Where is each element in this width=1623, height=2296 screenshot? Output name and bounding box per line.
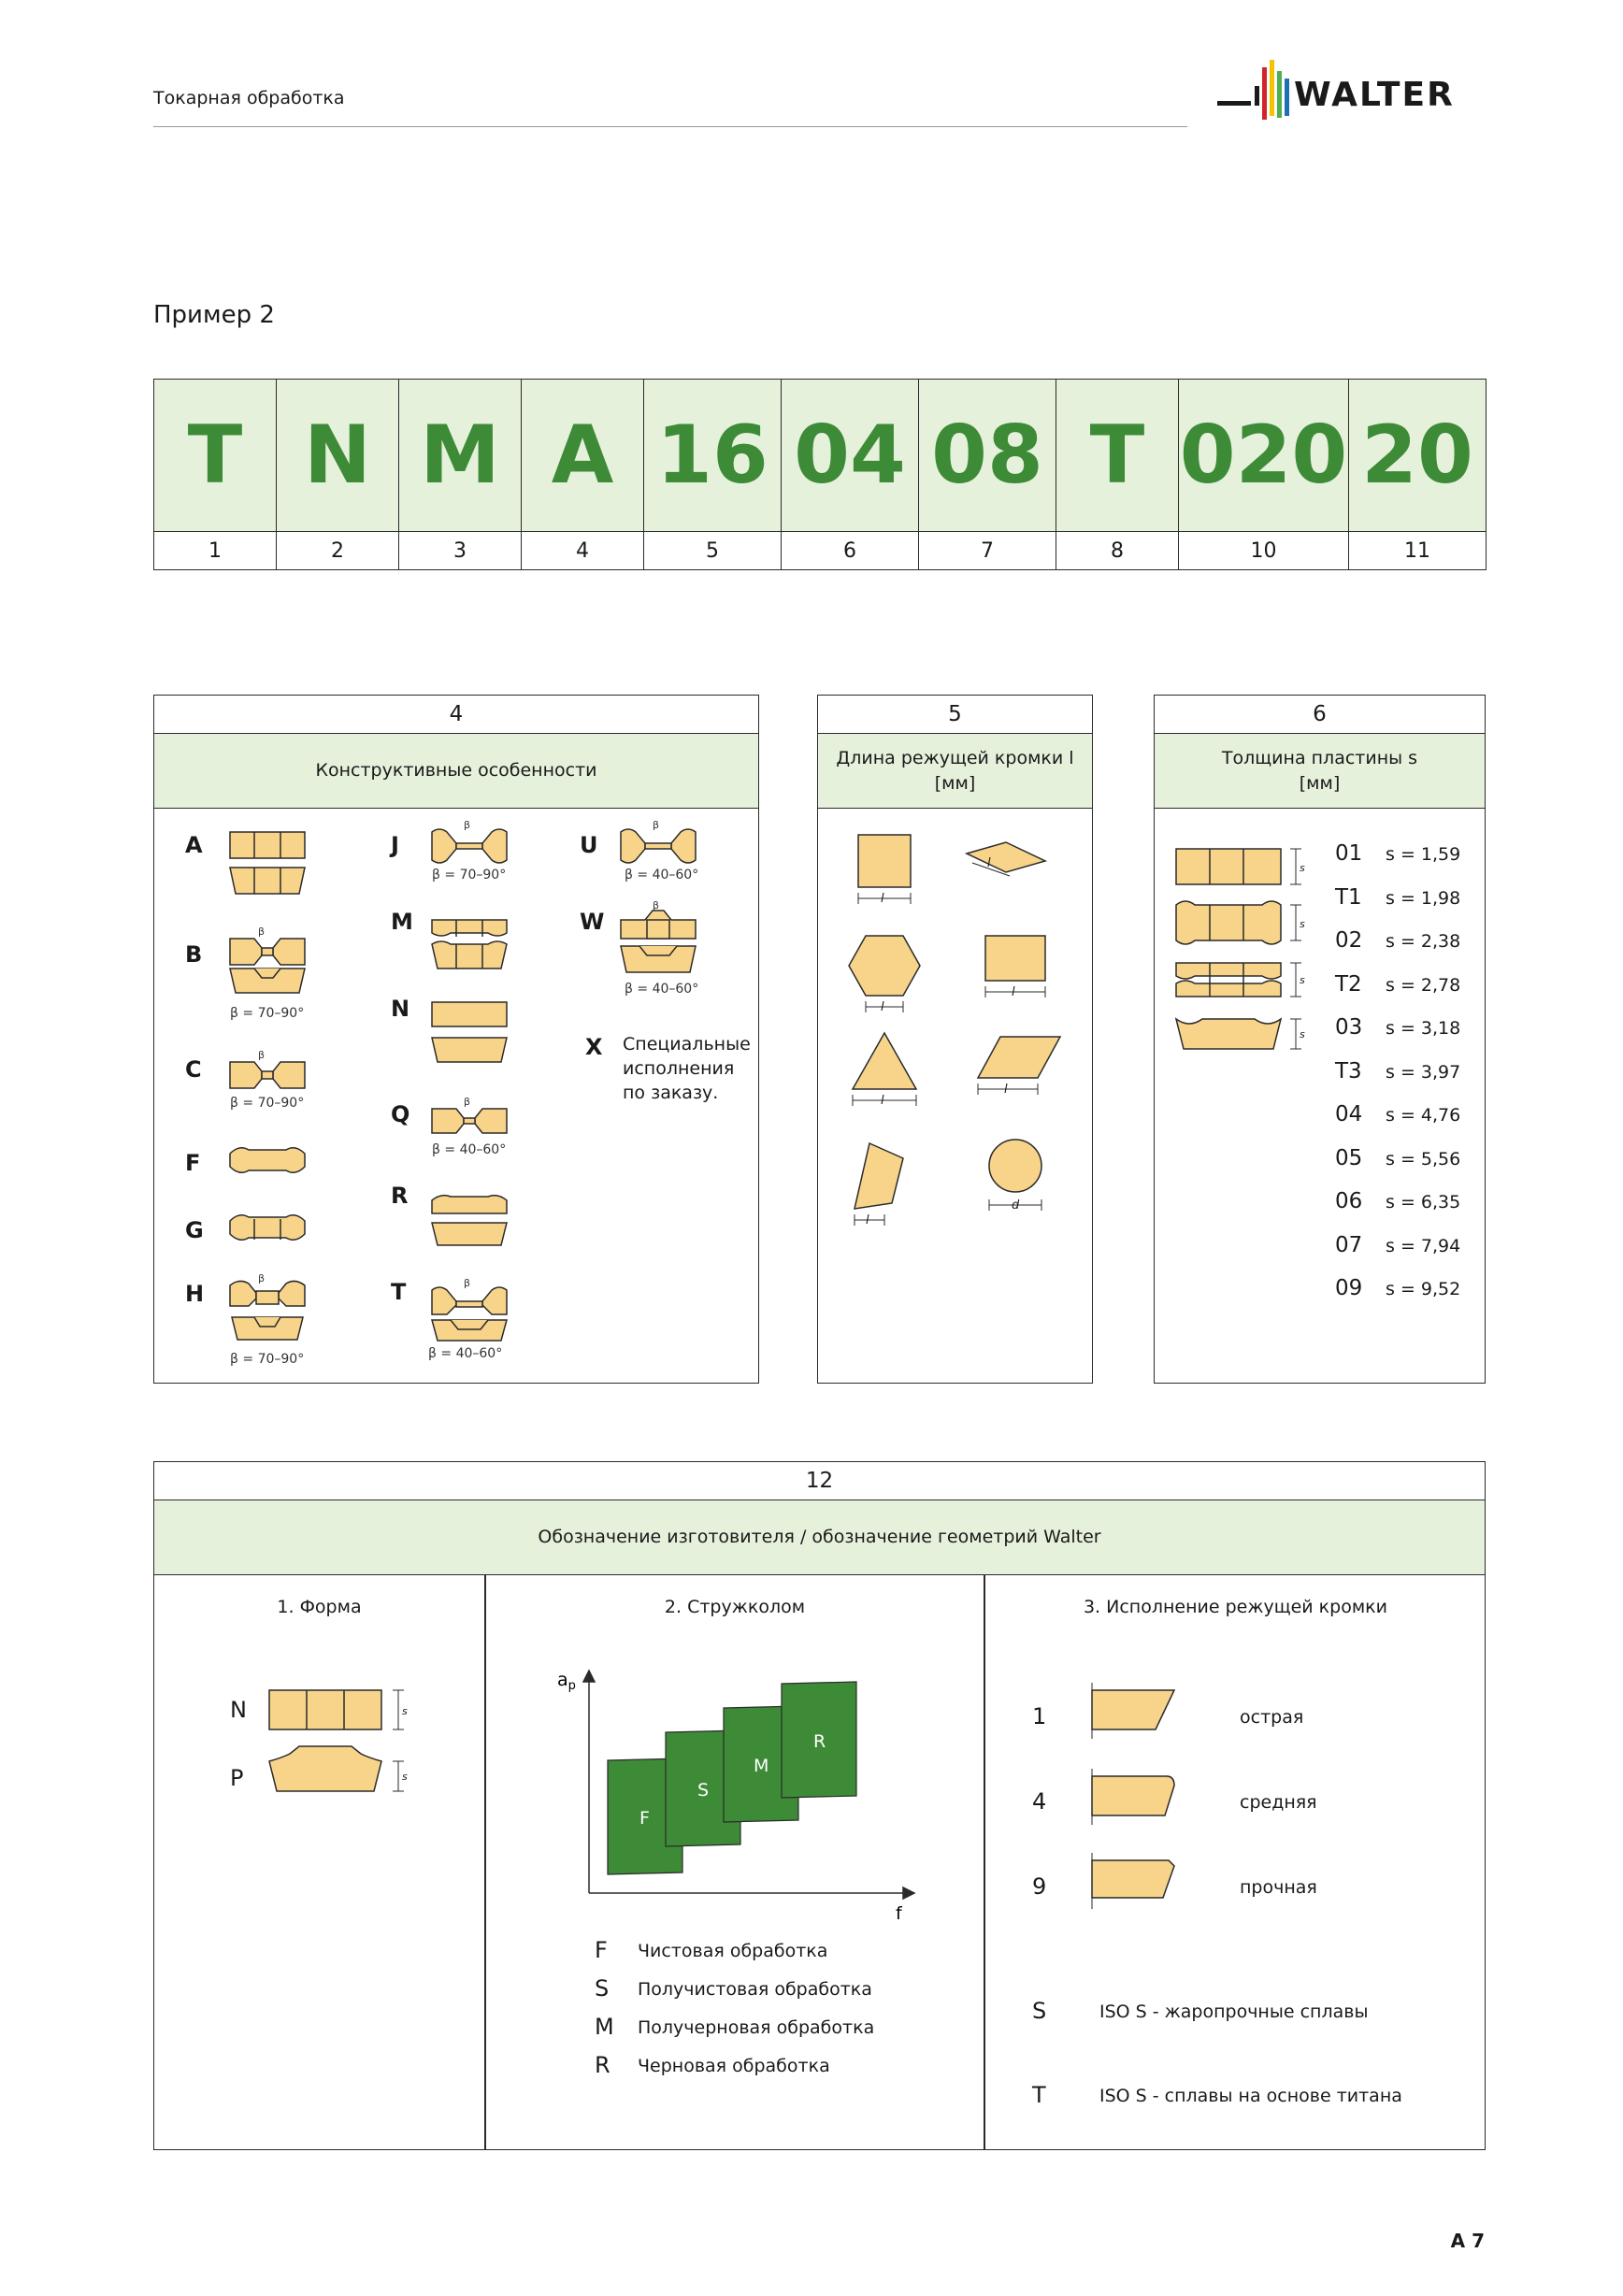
- insert-t-icon: [432, 1287, 507, 1341]
- sub-line: Толщина пластины s: [1221, 747, 1418, 768]
- round-insert-icon: [989, 1140, 1041, 1192]
- beta-mark-q: β: [464, 1096, 471, 1108]
- code-char: 08: [919, 380, 1056, 532]
- edge-strong-icon: [1092, 1860, 1174, 1898]
- insert-j-icon: [432, 829, 507, 863]
- edge-sharp-icon: [1092, 1690, 1174, 1729]
- insert-u-icon: [621, 829, 696, 863]
- type-label-c: C: [185, 1056, 202, 1083]
- edge-medium-icon: [1092, 1776, 1174, 1815]
- edge-drawings: [1084, 1683, 1187, 1944]
- type-label-m: M: [391, 909, 413, 935]
- edge-key-4: 4: [1032, 1788, 1047, 1815]
- dim-s: s: [1300, 918, 1305, 930]
- section-12-subtitle: Обозначение изготовителя / обозначение геометрий Walter: [154, 1500, 1485, 1575]
- edge-key-1: 1: [1032, 1703, 1047, 1729]
- dim-s: s: [402, 1705, 408, 1717]
- dim-s: s: [1300, 862, 1305, 874]
- code-position: 2: [277, 532, 399, 570]
- legend-text-f: Чистовая обработка: [638, 1941, 828, 1961]
- thickness-code: T3: [1335, 1058, 1362, 1083]
- beta-mark-w: β: [653, 899, 660, 911]
- angle-note-j: β = 70–90°: [432, 868, 507, 883]
- thickness-value: s = 3,18: [1386, 1018, 1461, 1039]
- dim-l: l: [881, 1000, 884, 1014]
- logo-text: WALTER: [1294, 76, 1455, 114]
- type-label-b: B: [185, 941, 203, 968]
- section-6-subtitle: [1155, 734, 1485, 809]
- walter-logo: [1217, 60, 1488, 131]
- type-label-h: H: [185, 1281, 205, 1307]
- form-p-icon: [269, 1746, 381, 1791]
- legend-key-m: M: [595, 2014, 614, 2040]
- dim-l: l: [881, 892, 884, 906]
- form-label-n: N: [230, 1697, 247, 1723]
- form-drawings: [262, 1683, 421, 1804]
- rhombus-insert-icon: [967, 842, 1045, 872]
- thickness-value: s = 4,76: [1386, 1105, 1461, 1126]
- legend-text-s: Получистовая обработка: [638, 1979, 872, 2000]
- thickness-code: 04: [1335, 1102, 1363, 1126]
- material-key-s: S: [1032, 1998, 1047, 2024]
- section-5-number: 5: [818, 696, 1092, 734]
- thickness-value: s = 2,38: [1386, 931, 1461, 952]
- code-position: 4: [522, 532, 644, 570]
- legend-text-r: Черновая обработка: [638, 2056, 830, 2076]
- cutting-edge-title: 3. Исполнение режущей кромки: [1083, 1597, 1388, 1617]
- code-char: 16: [644, 380, 782, 532]
- legend-key-f: F: [595, 1937, 608, 1963]
- insert-r-icon: [432, 1196, 507, 1245]
- thickness-value: s = 5,56: [1386, 1148, 1461, 1170]
- edge-key-9: 9: [1032, 1873, 1047, 1900]
- axis-ap: $a_p$: [557, 1670, 576, 1693]
- sub-line: [мм]: [1299, 772, 1341, 794]
- type-label-a: A: [185, 832, 203, 858]
- code-position: 6: [782, 532, 919, 570]
- insert-w-icon: [621, 911, 696, 972]
- thickness-value: s = 6,35: [1386, 1192, 1461, 1213]
- type-label-r: R: [391, 1183, 409, 1209]
- thickness-value: s = 9,52: [1386, 1279, 1461, 1299]
- insert-q-icon: [432, 1109, 507, 1133]
- block-label-s: S: [697, 1780, 710, 1801]
- thickness-drawings: [1169, 841, 1318, 1066]
- block-label-f: F: [639, 1808, 650, 1829]
- thickness-code: 05: [1335, 1145, 1363, 1170]
- code-char: 20: [1349, 380, 1487, 532]
- code-char: 020: [1179, 380, 1349, 532]
- thickness-code: 06: [1335, 1189, 1363, 1213]
- axis-f: f: [896, 1903, 902, 1924]
- thickness-value: s = 3,97: [1386, 1061, 1461, 1083]
- legend-key-s: S: [595, 1975, 610, 2002]
- insert-n-icon: [432, 1002, 507, 1062]
- edge-length-drawings: [817, 809, 1093, 1239]
- dim-d: d: [1012, 1198, 1020, 1213]
- beta-mark-b: β: [258, 926, 266, 938]
- edge-text-9: прочная: [1240, 1877, 1317, 1898]
- insert-g-icon: [230, 1215, 305, 1241]
- code-position: 3: [399, 532, 522, 570]
- type-label-g: G: [185, 1217, 204, 1243]
- type-label-q: Q: [391, 1101, 410, 1127]
- thickness-value: s = 7,94: [1386, 1235, 1461, 1256]
- example-title: Пример 2: [153, 301, 275, 329]
- parallelogram-insert-icon: [978, 1037, 1060, 1078]
- dim-l: l: [987, 856, 991, 870]
- x-note-line: исполнения: [623, 1058, 735, 1079]
- legend-key-r: R: [595, 2052, 610, 2078]
- x-note-line: Специальные: [623, 1034, 751, 1055]
- code-position: 1: [154, 532, 277, 570]
- type-label-u: U: [580, 832, 598, 858]
- thickness-code: 03: [1335, 1015, 1363, 1040]
- square-insert-icon: [858, 835, 911, 887]
- sub-line: Длина режущей кромки l: [836, 747, 1074, 768]
- thickness-code: 01: [1335, 841, 1363, 866]
- angle-note-b: β = 70–90°: [230, 1006, 305, 1021]
- dim-s: s: [1300, 1028, 1305, 1040]
- beta-mark-c: β: [258, 1049, 266, 1061]
- thickness-code: 07: [1335, 1232, 1363, 1257]
- thickness-code: T2: [1335, 971, 1362, 997]
- insert-c-icon: [230, 1062, 305, 1088]
- feature-drawings: [153, 804, 759, 1384]
- material-key-t: T: [1032, 2082, 1046, 2108]
- type-label-n: N: [391, 996, 410, 1022]
- code-char: T: [154, 380, 277, 532]
- thickness-value: s = 1,98: [1386, 887, 1461, 909]
- dim-s: s: [1300, 974, 1305, 986]
- block-label-m: M: [754, 1756, 769, 1776]
- dim-l: l: [1004, 1083, 1008, 1097]
- section-title: Токарная обработка: [153, 88, 345, 108]
- thickness-code: 09: [1335, 1276, 1363, 1300]
- type-label-f: F: [185, 1150, 201, 1176]
- code-char: T: [1056, 380, 1179, 532]
- insert-m-icon: [432, 920, 507, 969]
- beta-mark-j: β: [464, 819, 471, 831]
- chipbreaker-diagram: [552, 1659, 926, 1930]
- edge-text-1: острая: [1240, 1707, 1304, 1728]
- type-label-t: T: [391, 1279, 407, 1305]
- angle-note-u: β = 40–60°: [625, 868, 699, 883]
- legend-text-m: Получерновая обработка: [638, 2017, 875, 2038]
- column-divider: [984, 1575, 985, 2150]
- section-5-subtitle: [818, 734, 1092, 809]
- beta-mark-h: β: [258, 1272, 266, 1284]
- x-note-line: по заказу.: [623, 1083, 719, 1103]
- page-number: A 7: [1450, 2230, 1485, 2252]
- thickness-code: 02: [1335, 928, 1363, 953]
- code-char: M: [399, 380, 522, 532]
- insert-a-icon: [230, 832, 305, 894]
- beta-mark-u: β: [653, 819, 660, 831]
- code-position: 5: [644, 532, 782, 570]
- code-char: N: [277, 380, 399, 532]
- section-6-number: 6: [1155, 696, 1485, 734]
- code-position: 11: [1349, 532, 1487, 570]
- code-position: 8: [1056, 532, 1179, 570]
- rectangle-insert-icon: [985, 936, 1045, 981]
- angle-note-c: β = 70–90°: [230, 1096, 305, 1111]
- dim-s: s: [402, 1771, 408, 1783]
- insert-b-icon: [230, 939, 305, 993]
- column-divider: [484, 1575, 486, 2150]
- chipbreaker-title: 2. Стружколом: [664, 1597, 806, 1617]
- material-text-s: ISO S - жаропрочные сплавы: [1099, 2002, 1369, 2022]
- section-4-subtitle: Конструктивные особенности: [154, 734, 758, 809]
- code-position: 10: [1179, 532, 1349, 570]
- triangle-insert-icon: [853, 1033, 916, 1089]
- angle-note-h: β = 70–90°: [230, 1352, 305, 1367]
- dim-l: l: [1012, 985, 1015, 999]
- thickness-value: s = 1,59: [1386, 844, 1461, 865]
- thickness-value: s = 2,78: [1386, 974, 1461, 996]
- code-char: 04: [782, 380, 919, 532]
- insert-h-icon: [230, 1281, 305, 1340]
- sub-line: [мм]: [934, 772, 976, 794]
- angle-note-t: β = 40–60°: [428, 1346, 503, 1361]
- angle-note-w: β = 40–60°: [625, 982, 699, 997]
- dim-l: l: [866, 1213, 869, 1227]
- form-label-p: P: [230, 1765, 244, 1791]
- insert-f-icon: [230, 1148, 305, 1173]
- code-position: 7: [919, 532, 1056, 570]
- angle-note-q: β = 40–60°: [432, 1142, 507, 1157]
- beta-mark-t: β: [464, 1277, 471, 1289]
- block-label-r: R: [813, 1731, 826, 1752]
- hexagon-insert-icon: [849, 936, 920, 996]
- code-table: [153, 379, 1487, 570]
- trigon-insert-icon: [855, 1143, 903, 1209]
- thickness-code: T1: [1335, 884, 1362, 910]
- form-title: 1. Форма: [277, 1597, 362, 1617]
- dim-l: l: [881, 1094, 884, 1108]
- code-char: A: [522, 380, 644, 532]
- type-label-j: J: [391, 832, 399, 858]
- type-label-w: W: [580, 909, 605, 935]
- section-4-number: 4: [154, 696, 758, 734]
- header-divider: [153, 126, 1187, 127]
- edge-text-4: средняя: [1240, 1792, 1317, 1813]
- material-text-t: ISO S - сплавы на основе титана: [1099, 2086, 1402, 2106]
- type-label-x: X: [585, 1034, 603, 1060]
- section-12-number: 12: [154, 1462, 1485, 1500]
- form-n-icon: [269, 1690, 381, 1729]
